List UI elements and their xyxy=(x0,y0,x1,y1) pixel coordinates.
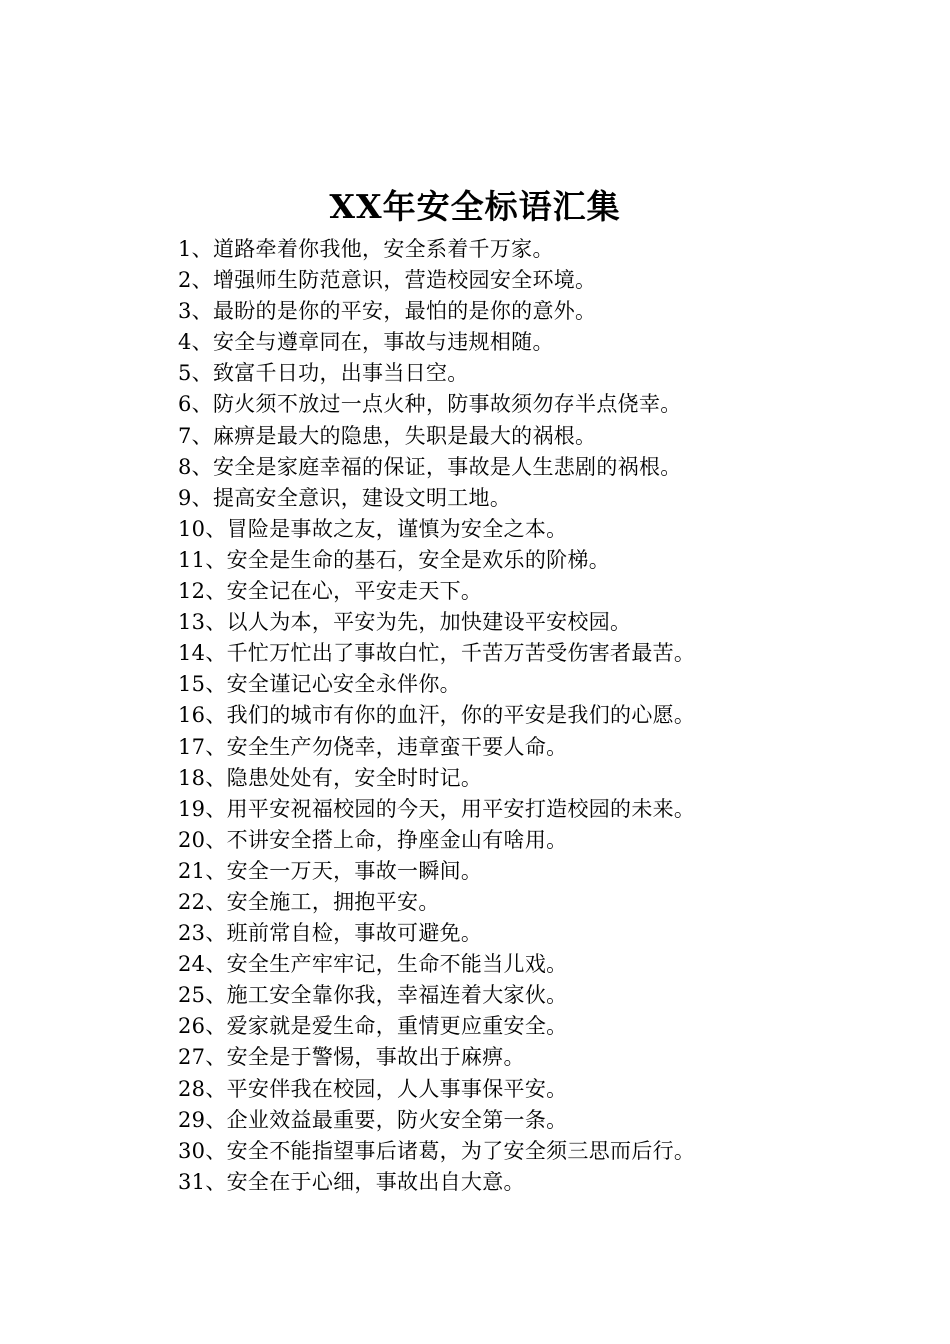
list-item: 2、增强师生防范意识，营造校园安全环境。 xyxy=(178,268,597,293)
list-item: 9、提高安全意识，建设文明工地。 xyxy=(178,485,512,510)
list-item: 30、安全不能指望事后诸葛，为了安全须三思而后行。 xyxy=(178,1138,696,1163)
document-title: XX年安全标语汇集 xyxy=(329,187,621,226)
list-item: 17、安全生产勿侥幸，违章蛮干要人命。 xyxy=(178,734,568,759)
list-item: 26、爱家就是爱生命，重情更应重安全。 xyxy=(178,1014,568,1039)
list-item: 31、安全在于心细，事故出自大意。 xyxy=(178,1169,525,1194)
list-item: 19、用平安祝福校园的今天，用平安打造校园的未来。 xyxy=(178,796,696,821)
list-item: 27、安全是于警惕，事故出于麻痹。 xyxy=(178,1045,525,1070)
list-item: 23、班前常自检，事故可避免。 xyxy=(178,921,483,946)
list-item: 18、隐患处处有，安全时时记。 xyxy=(178,765,483,790)
list-item: 29、企业效益最重要，防火安全第一条。 xyxy=(178,1107,568,1132)
list-item: 16、我们的城市有你的血汗，你的平安是我们的心愿。 xyxy=(178,703,696,728)
list-item: 20、不讲安全搭上命，挣座金山有啥用。 xyxy=(178,827,568,852)
list-item: 21、安全一万天，事故一瞬间。 xyxy=(178,858,483,883)
list-item: 10、冒险是事故之友，谨慎为安全之本。 xyxy=(178,516,568,541)
list-item: 5、致富千日功，出事当日空。 xyxy=(178,361,469,386)
list-item: 13、以人为本，平安为先，加快建设平安校园。 xyxy=(178,610,632,635)
list-item: 25、施工安全靠你我，幸福连着大家伙。 xyxy=(178,983,568,1008)
list-item: 11、安全是生命的基石，安全是欢乐的阶梯。 xyxy=(178,547,611,572)
list-item: 4、安全与遵章同在，事故与违规相随。 xyxy=(178,330,554,355)
list-item: 12、安全记在心，平安走天下。 xyxy=(178,579,483,604)
list-item: 28、平安伴我在校园，人人事事保平安。 xyxy=(178,1076,568,1101)
list-item: 1、道路牵着你我他，安全系着千万家。 xyxy=(178,237,554,261)
list-item: 22、安全施工，拥抱平安。 xyxy=(178,889,440,914)
list-item: 3、最盼的是你的平安，最怕的是你的意外。 xyxy=(178,299,597,324)
list-item: 8、安全是家庭幸福的保证，事故是人生悲剧的祸根。 xyxy=(178,454,682,479)
slogan-list xyxy=(178,234,878,1198)
list-item: 24、安全生产牢牢记，生命不能当儿戏。 xyxy=(178,952,568,977)
list-item: 7、麻痹是最大的隐患，失职是最大的祸根。 xyxy=(178,423,597,448)
list-item: 6、防火须不放过一点火种，防事故须勿存半点侥幸。 xyxy=(178,392,682,417)
list-item: 15、安全谨记心安全永伴你。 xyxy=(178,672,461,697)
list-item: 14、千忙万忙出了事故白忙，千苦万苦受伤害者最苦。 xyxy=(178,641,696,666)
